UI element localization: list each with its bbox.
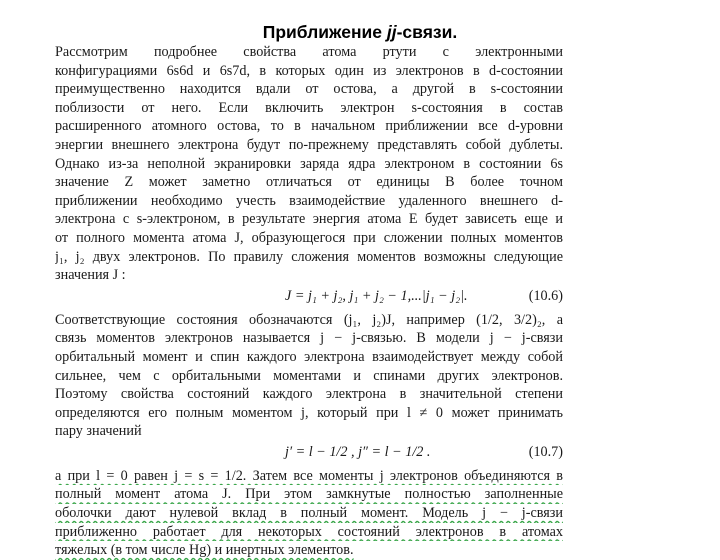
text-line: значение Z может заметно отличаться от единицы В более точном <box>55 174 563 191</box>
text-line: Соответствующие состояния обозначаются (j₁, j₂)J, например (1/2, 3/2)₂, а <box>55 311 563 328</box>
equation-number: (10.7) <box>528 443 563 460</box>
text-line: Рассмотрим подробнее свойства атома ртути с электронными <box>55 44 563 60</box>
text-line: оболочки дают нулевой вклад в полный момент. Модель j − j-связи <box>55 505 563 522</box>
equation-formula: J = j₁ + j₂, j₁ + j₂ − 1,...|j₁ − j₂|. <box>285 287 468 304</box>
text-line: конфигурациями 6s6d и 6s7d, в которых один из электронов в d-состоянии <box>55 62 563 79</box>
text-line: приближении необходимо учесть взаимодействие удаленного внешнего d- <box>55 192 563 209</box>
text-line: значения J : <box>55 267 126 284</box>
paragraph-1 <box>55 43 563 285</box>
page-title <box>0 22 720 43</box>
text-line: расширенного атомного остова, то в начальном приближении все d-уровни <box>55 118 563 135</box>
equation-number: (10.6) <box>528 287 563 304</box>
document-body <box>55 43 563 560</box>
text-line: поблизости от него. Если включить электрон s-состояния в состав <box>55 99 563 116</box>
text-line: пару значений <box>55 423 142 440</box>
title-suffix: -связи. <box>396 22 458 42</box>
text-line: Поэтому свойства состояний каждого электрона в значительной степени <box>55 386 563 403</box>
equation-10-6 <box>55 285 563 311</box>
text-line: энергии внешнего электрона будут по-прежнему представлять собой дублеты. <box>55 136 563 153</box>
text-line: связь моментов электронов называется j − j-связью. В модели j − j-связи <box>55 330 563 347</box>
text-line: приближенно работает для некоторых состояний электронов в атомах <box>55 523 563 540</box>
text-line: определяются его полным моментом j, который при l ≠ 0 может принимать <box>55 404 563 421</box>
paragraph-3 <box>55 467 563 560</box>
title-em: jj <box>386 22 397 42</box>
equation-formula: j′ = l − 1/2 , j″ = l − 1/2 . <box>285 443 431 460</box>
text-line: электрона с s-электроном, в результате энергия атома E будет зависеть еще и <box>55 211 563 228</box>
text-line: тяжелых (в том числе Hg) и инертных элементов. <box>55 542 354 559</box>
equation-10-7 <box>55 441 563 467</box>
text-line: орбитальный момент и спин каждого электрона взаимодействует между собой <box>55 348 563 365</box>
title-prefix: Приближение <box>262 22 387 42</box>
text-line: Однако из-за неполной экранировки заряда ядра электроном в состоянии 6s <box>55 155 563 172</box>
text-line: а при l = 0 равен j = s = 1/2. Затем все моменты j электронов объединяются в <box>55 467 563 484</box>
paragraph-2 <box>55 311 563 441</box>
text-line: преимущественно находится вдали от остова, а другой в s-состоянии <box>55 81 563 98</box>
text-line: полный момент атома J. При этом замкнутые полностью заполненные <box>55 486 563 503</box>
text-line: j₁, j₂ двух электронов. По правилу сложения моментов возможны следующие <box>55 248 563 265</box>
text-line: от полного момента атома J, образующегося при сложении полных моментов <box>55 229 563 246</box>
text-line: сильнее, чем с орбитальными моментами и спинами других электронов. <box>55 367 563 384</box>
